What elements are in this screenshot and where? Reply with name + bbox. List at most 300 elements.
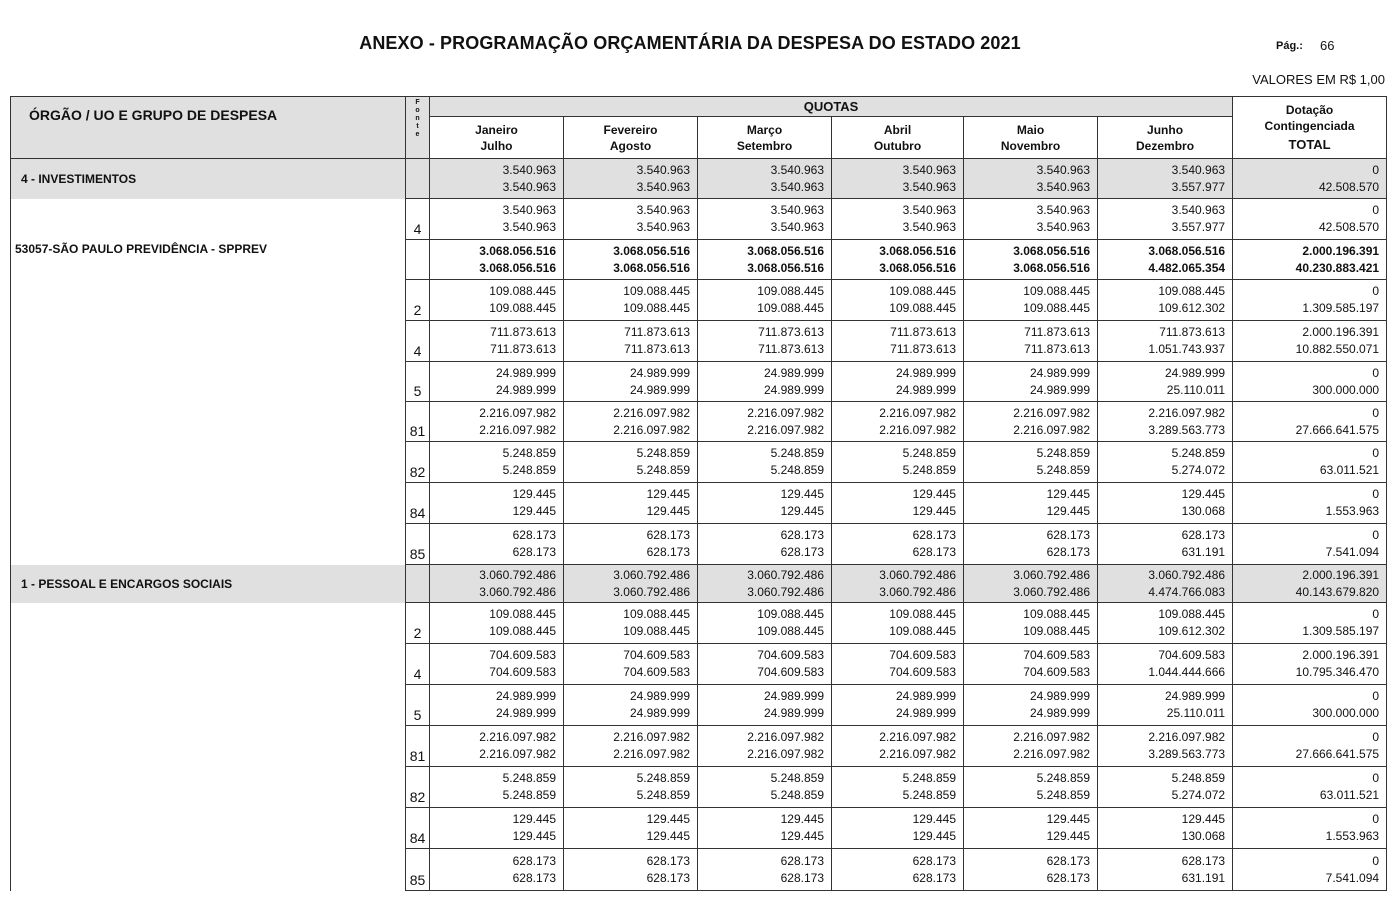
first-half-value: 24.989.999 xyxy=(1029,365,1090,380)
quota-cell xyxy=(430,483,564,524)
first-half-value: 109.088.445 xyxy=(889,607,956,621)
first-half-value: 24.989.999 xyxy=(629,689,690,703)
second-half-value: 24.989.999 xyxy=(895,382,956,397)
column-header-total xyxy=(1233,97,1387,159)
second-half-value: 109.612.302 xyxy=(1158,301,1226,315)
quota-cell xyxy=(1098,199,1233,240)
first-half-value: 3.540.963 xyxy=(502,203,556,217)
second-half-value: 704.609.583 xyxy=(623,665,690,679)
quota-cell xyxy=(1098,767,1233,808)
column-header-month-6 xyxy=(1098,117,1233,159)
quota-cell xyxy=(964,767,1098,808)
second-half-value: 24.989.999 xyxy=(895,706,956,720)
quota-cell xyxy=(832,644,964,685)
quota-cell xyxy=(430,442,564,483)
quota-cell xyxy=(698,685,832,726)
second-half-value: 3.068.056.516 xyxy=(1013,260,1090,275)
second-half-value: 109.088.445 xyxy=(889,624,956,638)
first-half-value: 3.068.056.516 xyxy=(479,243,556,258)
column-header-month-5 xyxy=(964,117,1098,159)
total-header-line1: Dotação xyxy=(1285,103,1334,117)
month-first-half-label: Janeiro xyxy=(475,122,518,137)
second-half-value: 109.088.445 xyxy=(489,624,556,638)
first-half-value: 109.088.445 xyxy=(1158,284,1226,298)
quota-cell xyxy=(832,402,964,442)
quota-cell xyxy=(1098,685,1233,726)
second-half-value: 3.540.963 xyxy=(502,179,556,194)
quota-cell xyxy=(430,199,564,240)
org-group-label: 1 - PESSOAL E ENCARGOS SOCIAIS xyxy=(11,565,406,603)
first-half-value: 704.609.583 xyxy=(623,648,690,662)
first-half-value: 5.248.859 xyxy=(770,446,824,460)
second-half-value: 5.274.072 xyxy=(1171,788,1226,802)
second-half-value: 3.060.792.486 xyxy=(747,584,824,599)
total-value: 1.553.963 xyxy=(1325,829,1380,843)
second-half-value: 24.989.999 xyxy=(629,382,690,397)
second-half-value: 631.191 xyxy=(1181,870,1226,885)
quota-cell xyxy=(964,808,1098,849)
second-half-value: 129.445 xyxy=(912,829,956,843)
quota-cell xyxy=(964,280,1098,321)
quota-cell xyxy=(430,321,564,362)
second-half-value: 704.609.583 xyxy=(489,665,556,679)
second-half-value: 3.540.963 xyxy=(1036,179,1090,194)
second-half-value: 3.540.963 xyxy=(636,179,690,194)
total-value: 63.011.521 xyxy=(1319,463,1380,477)
first-half-value: 628.173 xyxy=(512,528,556,542)
quota-cell xyxy=(832,321,964,362)
quota-cell xyxy=(1098,280,1233,321)
fonte-code: 84 xyxy=(406,808,430,849)
total-cell xyxy=(1233,199,1387,240)
quota-cell xyxy=(964,603,1098,644)
table-row xyxy=(11,199,1387,240)
second-half-value: 3.557.977 xyxy=(1171,220,1226,234)
quota-cell xyxy=(964,362,1098,402)
second-half-value: 704.609.583 xyxy=(757,665,824,679)
column-header-quotas: QUOTAS xyxy=(430,97,1233,117)
first-half-value: 2.216.097.982 xyxy=(479,405,556,420)
quota-cell xyxy=(564,767,698,808)
quota-cell xyxy=(430,849,564,891)
quota-cell xyxy=(832,442,964,483)
first-half-value: 129.445 xyxy=(646,487,690,501)
second-half-value: 3.289.563.773 xyxy=(1148,422,1226,437)
quota-cell xyxy=(964,726,1098,767)
first-half-value: 129.445 xyxy=(780,812,824,826)
second-half-value: 628.173 xyxy=(512,545,556,559)
quota-cell xyxy=(832,767,964,808)
second-half-value: 2.216.097.982 xyxy=(479,747,556,761)
total-header-line2: Contingenciada xyxy=(1264,119,1355,133)
quota-cell xyxy=(698,565,832,603)
quota-cell xyxy=(698,321,832,362)
second-half-value: 5.248.859 xyxy=(1036,463,1090,477)
fonte-code: 85 xyxy=(406,524,430,565)
quota-cell xyxy=(698,442,832,483)
fonte-code: 85 xyxy=(406,849,430,891)
quota-cell xyxy=(964,240,1098,280)
second-half-value: 2.216.097.982 xyxy=(613,747,690,761)
first-half-value: 711.873.613 xyxy=(890,325,956,339)
second-half-value: 109.088.445 xyxy=(1023,624,1090,638)
total-cell xyxy=(1233,603,1387,644)
second-half-value: 3.068.056.516 xyxy=(479,260,556,275)
quota-cell xyxy=(564,442,698,483)
second-half-value: 2.216.097.982 xyxy=(747,422,824,437)
quota-cell xyxy=(698,644,832,685)
second-half-value: 631.191 xyxy=(1181,545,1226,559)
second-half-value: 1.044.444.666 xyxy=(1148,665,1226,679)
second-half-value: 711.873.613 xyxy=(490,342,556,356)
quota-cell xyxy=(1098,524,1233,565)
first-half-value: 2.216.097.982 xyxy=(1013,730,1090,744)
month-first-half-label: Abril xyxy=(883,122,912,137)
second-half-value: 5.248.859 xyxy=(502,788,556,802)
second-half-value: 129.445 xyxy=(780,829,824,843)
quota-cell xyxy=(1098,808,1233,849)
second-half-value: 3.540.963 xyxy=(502,220,556,234)
second-half-value: 3.060.792.486 xyxy=(613,584,690,599)
quota-cell xyxy=(964,402,1098,442)
first-half-value: 129.445 xyxy=(512,487,556,501)
total-value: 1.553.963 xyxy=(1325,504,1380,518)
second-half-value: 5.248.859 xyxy=(636,788,690,802)
first-half-value: 2.216.097.982 xyxy=(613,405,690,420)
total-cell xyxy=(1233,565,1387,603)
column-header-month-4 xyxy=(832,117,964,159)
column-header-fonte xyxy=(406,97,430,159)
page-number: 66 xyxy=(1320,38,1335,53)
quota-cell xyxy=(832,280,964,321)
first-half-value: 2.216.097.982 xyxy=(879,405,956,420)
contingenciada-value: 0 xyxy=(1372,689,1380,703)
first-half-value: 129.445 xyxy=(912,812,956,826)
first-half-value: 628.173 xyxy=(780,528,824,542)
quota-cell xyxy=(1098,159,1233,199)
first-half-value: 3.068.056.516 xyxy=(1148,243,1226,258)
quota-cell xyxy=(964,483,1098,524)
month-first-half-label: Março xyxy=(746,122,783,137)
quota-cell xyxy=(964,159,1098,199)
column-header-month-1 xyxy=(430,117,564,159)
quota-cell xyxy=(1098,565,1233,603)
quota-cell xyxy=(698,199,832,240)
first-half-value: 711.873.613 xyxy=(490,325,556,339)
fonte-code: 4 xyxy=(406,321,430,362)
first-half-value: 3.060.792.486 xyxy=(879,567,956,582)
first-half-value: 704.609.583 xyxy=(489,648,556,662)
first-half-value: 3.068.056.516 xyxy=(747,243,824,258)
first-half-value: 5.248.859 xyxy=(770,771,824,785)
second-half-value: 2.216.097.982 xyxy=(479,422,556,437)
first-half-value: 2.216.097.982 xyxy=(1148,730,1226,744)
first-half-value: 24.989.999 xyxy=(1165,365,1226,380)
quota-cell xyxy=(430,402,564,442)
fonte-code: 82 xyxy=(406,767,430,808)
second-half-value: 628.173 xyxy=(646,545,690,559)
contingenciada-value: 2.000.196.391 xyxy=(1302,567,1380,582)
quota-cell xyxy=(832,685,964,726)
second-half-value: 711.873.613 xyxy=(1024,342,1090,356)
quota-cell xyxy=(1098,240,1233,280)
org-group-label: 53057-SÃO PAULO PREVIDÊNCIA - SPPREV xyxy=(11,240,406,565)
fonte-code: 84 xyxy=(406,483,430,524)
total-value: 7.541.094 xyxy=(1325,870,1380,885)
first-half-value: 5.248.859 xyxy=(1171,446,1226,460)
second-half-value: 5.248.859 xyxy=(902,463,956,477)
fonte-code xyxy=(406,565,430,603)
second-half-value: 3.540.963 xyxy=(902,220,956,234)
quota-cell xyxy=(564,685,698,726)
month-second-half-label: Agosto xyxy=(609,138,652,153)
first-half-value: 5.248.859 xyxy=(1036,771,1090,785)
quota-cell xyxy=(964,442,1098,483)
second-half-value: 2.216.097.982 xyxy=(747,747,824,761)
org-group-label xyxy=(11,199,406,240)
total-cell xyxy=(1233,362,1387,402)
quota-cell xyxy=(832,808,964,849)
second-half-value: 628.173 xyxy=(646,870,690,885)
total-cell xyxy=(1233,321,1387,362)
second-half-value: 129.445 xyxy=(512,829,556,843)
total-value: 7.541.094 xyxy=(1325,545,1380,559)
quota-cell xyxy=(1098,726,1233,767)
quota-cell xyxy=(832,362,964,402)
second-half-value: 5.248.859 xyxy=(770,788,824,802)
second-half-value: 711.873.613 xyxy=(758,342,824,356)
contingenciada-value: 0 xyxy=(1372,284,1380,298)
second-half-value: 3.060.792.486 xyxy=(1013,584,1090,599)
contingenciada-value: 0 xyxy=(1372,162,1380,177)
quota-cell xyxy=(832,849,964,891)
column-header-month-2 xyxy=(564,117,698,159)
second-half-value: 25.110.011 xyxy=(1166,706,1226,720)
quota-cell xyxy=(698,280,832,321)
second-half-value: 704.609.583 xyxy=(1023,665,1090,679)
quota-cell xyxy=(698,402,832,442)
second-half-value: 3.540.963 xyxy=(1036,220,1090,234)
second-half-value: 129.445 xyxy=(646,504,690,518)
first-half-value: 3.068.056.516 xyxy=(613,243,690,258)
second-half-value: 129.445 xyxy=(912,504,956,518)
quota-cell xyxy=(564,726,698,767)
quota-cell xyxy=(832,199,964,240)
contingenciada-value: 0 xyxy=(1372,487,1380,501)
contingenciada-value: 0 xyxy=(1372,853,1380,868)
quota-cell xyxy=(564,483,698,524)
first-half-value: 704.609.583 xyxy=(889,648,956,662)
second-half-value: 24.989.999 xyxy=(763,382,824,397)
first-half-value: 5.248.859 xyxy=(1171,771,1226,785)
first-half-value: 24.989.999 xyxy=(763,365,824,380)
first-half-value: 628.173 xyxy=(512,853,556,868)
quota-cell xyxy=(698,726,832,767)
second-half-value: 109.088.445 xyxy=(889,301,956,315)
month-second-half-label: Dezembro xyxy=(1136,138,1195,153)
quota-cell xyxy=(430,240,564,280)
units-note: VALORES EM R$ 1,00 xyxy=(1252,72,1385,87)
second-half-value: 2.216.097.982 xyxy=(879,747,956,761)
quota-cell xyxy=(832,603,964,644)
first-half-value: 628.173 xyxy=(646,528,690,542)
quota-cell xyxy=(832,726,964,767)
quota-cell xyxy=(832,524,964,565)
second-half-value: 109.088.445 xyxy=(489,301,556,315)
org-group-label: 4 - INVESTIMENTOS xyxy=(11,159,406,199)
total-header-line3: TOTAL xyxy=(1288,137,1331,152)
quota-cell xyxy=(964,685,1098,726)
first-half-value: 109.088.445 xyxy=(1023,607,1090,621)
total-cell xyxy=(1233,849,1387,891)
first-half-value: 3.540.963 xyxy=(902,162,956,177)
first-half-value: 3.540.963 xyxy=(502,162,556,177)
fonte-code: 82 xyxy=(406,442,430,483)
quota-cell xyxy=(430,280,564,321)
quota-cell xyxy=(832,240,964,280)
total-value: 27.666.641.575 xyxy=(1295,422,1380,437)
first-half-value: 3.540.963 xyxy=(1171,162,1226,177)
quota-cell xyxy=(832,159,964,199)
second-half-value: 129.445 xyxy=(1046,829,1090,843)
quota-cell xyxy=(430,808,564,849)
quota-cell xyxy=(964,199,1098,240)
total-cell xyxy=(1233,240,1387,280)
total-cell xyxy=(1233,483,1387,524)
first-half-value: 5.248.859 xyxy=(636,446,690,460)
quota-cell xyxy=(430,603,564,644)
total-value: 42.508.570 xyxy=(1319,179,1380,194)
total-value: 40.143.679.820 xyxy=(1295,584,1380,599)
quota-cell xyxy=(698,483,832,524)
quota-cell xyxy=(1098,362,1233,402)
second-half-value: 3.060.792.486 xyxy=(879,584,956,599)
fonte-code: 2 xyxy=(406,280,430,321)
quota-cell xyxy=(964,849,1098,891)
first-half-value: 109.088.445 xyxy=(623,607,690,621)
second-half-value: 24.989.999 xyxy=(495,382,556,397)
second-half-value: 628.173 xyxy=(780,545,824,559)
first-half-value: 3.060.792.486 xyxy=(613,567,690,582)
first-half-value: 704.609.583 xyxy=(1158,648,1226,662)
quota-cell xyxy=(1098,483,1233,524)
quota-cell xyxy=(430,524,564,565)
second-half-value: 129.445 xyxy=(1046,504,1090,518)
table-row xyxy=(11,159,1387,199)
first-half-value: 109.088.445 xyxy=(1023,284,1090,298)
second-half-value: 628.173 xyxy=(512,870,556,885)
second-half-value: 109.088.445 xyxy=(623,301,690,315)
second-half-value: 2.216.097.982 xyxy=(613,422,690,437)
contingenciada-value: 0 xyxy=(1372,203,1380,217)
second-half-value: 129.445 xyxy=(780,504,824,518)
fonte-code: 5 xyxy=(406,362,430,402)
first-half-value: 628.173 xyxy=(1181,528,1226,542)
second-half-value: 129.445 xyxy=(512,504,556,518)
table-row xyxy=(11,240,1387,280)
second-half-value: 24.989.999 xyxy=(629,706,690,720)
first-half-value: 3.060.792.486 xyxy=(479,567,556,582)
first-half-value: 5.248.859 xyxy=(1036,446,1090,460)
total-cell xyxy=(1233,442,1387,483)
first-half-value: 109.088.445 xyxy=(489,607,556,621)
quota-cell xyxy=(430,644,564,685)
first-half-value: 24.989.999 xyxy=(763,689,824,703)
budget-table xyxy=(10,96,1387,891)
first-half-value: 109.088.445 xyxy=(889,284,956,298)
quota-cell xyxy=(430,767,564,808)
contingenciada-value: 0 xyxy=(1372,405,1380,420)
first-half-value: 711.873.613 xyxy=(1024,325,1090,339)
table-header xyxy=(11,97,1387,159)
total-cell xyxy=(1233,808,1387,849)
second-half-value: 5.248.859 xyxy=(1036,788,1090,802)
second-half-value: 3.068.056.516 xyxy=(613,260,690,275)
first-half-value: 628.173 xyxy=(912,528,956,542)
org-group-label xyxy=(11,603,406,891)
first-half-value: 3.060.792.486 xyxy=(1013,567,1090,582)
first-half-value: 109.088.445 xyxy=(1158,607,1226,621)
total-value: 27.666.641.575 xyxy=(1295,747,1380,761)
second-half-value: 24.989.999 xyxy=(1029,382,1090,397)
first-half-value: 109.088.445 xyxy=(623,284,690,298)
quota-cell xyxy=(430,565,564,603)
quota-cell xyxy=(698,240,832,280)
first-half-value: 628.173 xyxy=(1181,853,1226,868)
first-half-value: 109.088.445 xyxy=(757,284,824,298)
first-half-value: 2.216.097.982 xyxy=(747,730,824,744)
contingenciada-value: 0 xyxy=(1372,446,1380,460)
first-half-value: 3.540.963 xyxy=(902,203,956,217)
second-half-value: 24.989.999 xyxy=(763,706,824,720)
second-half-value: 25.110.011 xyxy=(1166,382,1226,397)
first-half-value: 3.540.963 xyxy=(770,203,824,217)
second-half-value: 24.989.999 xyxy=(1029,706,1090,720)
first-half-value: 24.989.999 xyxy=(895,689,956,703)
first-half-value: 24.989.999 xyxy=(1029,689,1090,703)
first-half-value: 5.248.859 xyxy=(902,446,956,460)
first-half-value: 24.989.999 xyxy=(629,365,690,380)
first-half-value: 2.216.097.982 xyxy=(1013,405,1090,420)
second-half-value: 1.051.743.937 xyxy=(1148,342,1226,356)
total-value: 42.508.570 xyxy=(1319,220,1380,234)
first-half-value: 129.445 xyxy=(912,487,956,501)
quota-cell xyxy=(964,565,1098,603)
quota-cell xyxy=(564,644,698,685)
second-half-value: 5.248.859 xyxy=(770,463,824,477)
second-half-value: 628.173 xyxy=(1046,870,1090,885)
table-row xyxy=(11,565,1387,603)
first-half-value: 2.216.097.982 xyxy=(879,730,956,744)
fonte-code: 81 xyxy=(406,726,430,767)
first-half-value: 3.068.056.516 xyxy=(879,243,956,258)
total-cell xyxy=(1233,524,1387,565)
first-half-value: 3.540.963 xyxy=(636,203,690,217)
total-cell xyxy=(1233,159,1387,199)
first-half-value: 5.248.859 xyxy=(502,771,556,785)
second-half-value: 3.068.056.516 xyxy=(747,260,824,275)
second-half-value: 3.289.563.773 xyxy=(1148,747,1226,761)
quota-cell xyxy=(564,362,698,402)
total-value: 10.882.550.071 xyxy=(1295,342,1380,356)
second-half-value: 5.248.859 xyxy=(902,788,956,802)
quota-cell xyxy=(564,240,698,280)
second-half-value: 109.088.445 xyxy=(757,624,824,638)
first-half-value: 628.173 xyxy=(646,853,690,868)
first-half-value: 711.873.613 xyxy=(1159,325,1226,339)
total-value: 63.011.521 xyxy=(1319,788,1380,802)
month-first-half-label: Junho xyxy=(1147,122,1184,137)
